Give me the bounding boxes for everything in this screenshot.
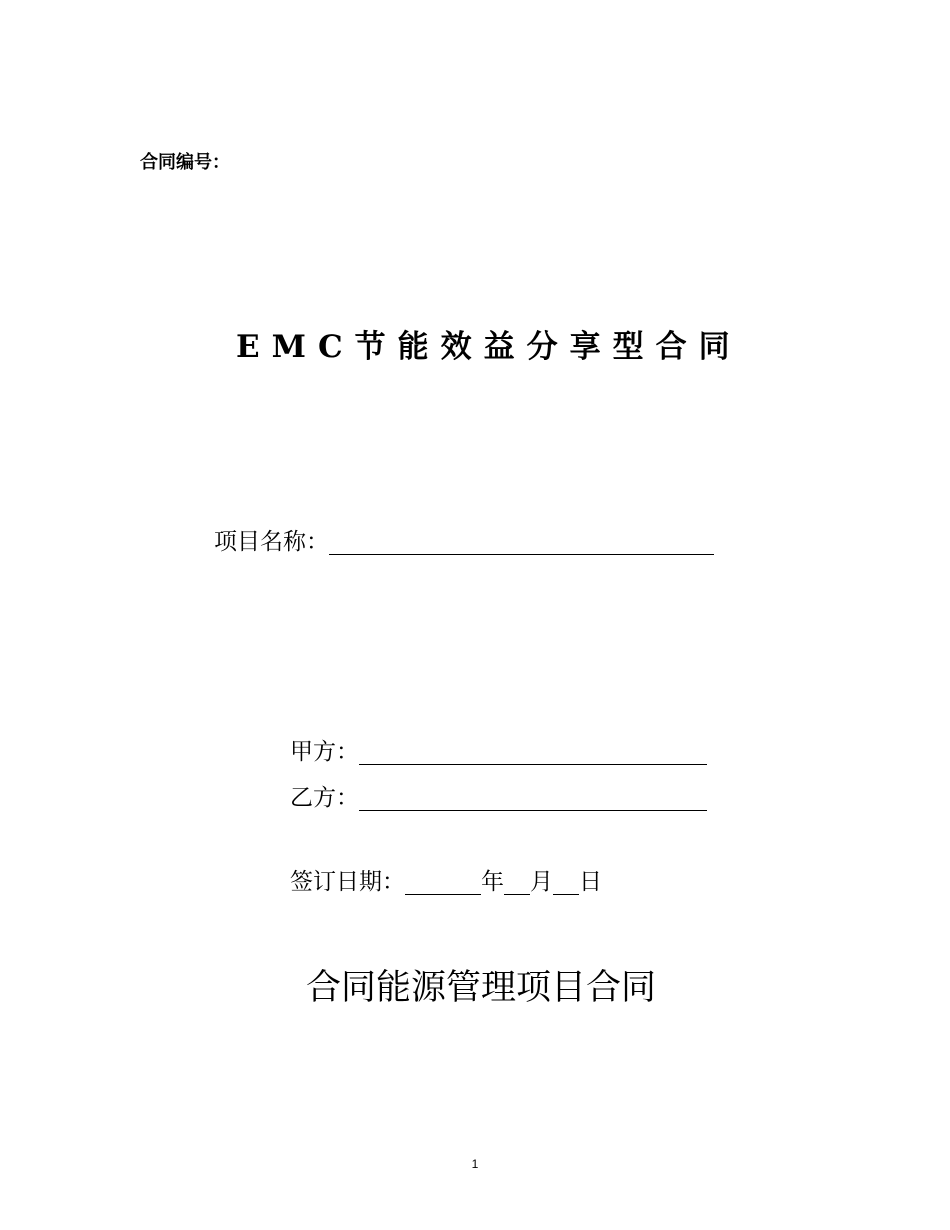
month-blank (504, 870, 530, 895)
day-blank (553, 870, 579, 895)
document-title: EMC节能效益分享型合同 (236, 329, 742, 365)
month-label: 月 (530, 869, 553, 895)
year-label: 年 (481, 869, 504, 895)
contract-number-label: 合同编号： (140, 152, 230, 173)
signing-date-row (290, 866, 602, 898)
year-blank (405, 870, 481, 895)
document-subtitle: 合同能源管理项目合同 (306, 968, 657, 1008)
party-a-row (290, 736, 707, 768)
project-name-label: 项目名称： (214, 529, 329, 555)
day-label: 日 (579, 869, 602, 895)
page-number: 1 (471, 1157, 479, 1171)
party-a-blank (359, 740, 707, 765)
party-b-blank (359, 786, 707, 811)
party-b-label: 乙方： (290, 785, 359, 811)
signing-date-label: 签订日期： (290, 869, 405, 895)
project-name-blank (329, 530, 714, 555)
party-b-row (290, 782, 707, 814)
project-name-row (214, 526, 714, 558)
party-a-label: 甲方： (290, 739, 359, 765)
